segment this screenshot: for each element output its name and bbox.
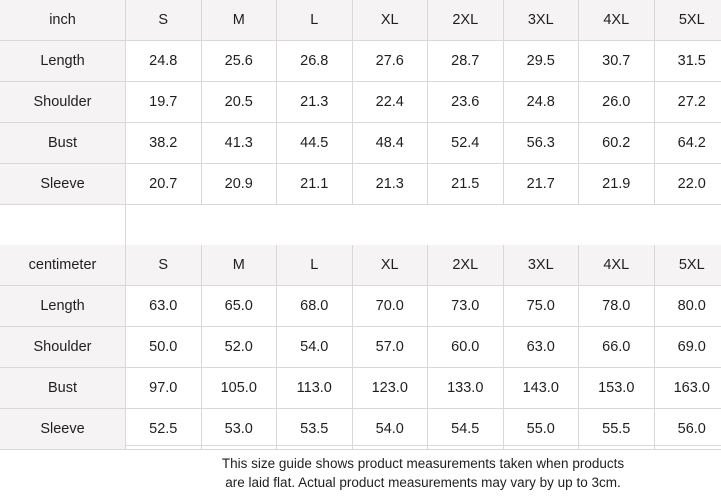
table-cell: 20.7 — [126, 164, 202, 205]
spacer-cell — [0, 205, 126, 246]
table-cell: 52.0 — [201, 327, 277, 368]
note-line-2: are laid flat. Actual product measurements may vary by up to 3cm. — [225, 475, 621, 490]
table-cell: 25.6 — [201, 41, 277, 82]
column-header: S — [126, 245, 202, 286]
table-cell: 24.8 — [126, 41, 202, 82]
table-cell: 163.0 — [654, 368, 721, 409]
row-label: Length — [0, 286, 126, 327]
table-cell: 97.0 — [126, 368, 202, 409]
size-guide-note — [125, 445, 721, 492]
table-row — [0, 327, 721, 368]
table-cell: 53.5 — [277, 409, 353, 450]
table-cell: 52.4 — [428, 123, 504, 164]
size-table-centimeter — [0, 245, 721, 450]
column-header: 4XL — [579, 0, 655, 41]
table-row — [0, 286, 721, 327]
row-label: Length — [0, 41, 126, 82]
column-header: 2XL — [428, 0, 504, 41]
column-header: M — [201, 0, 277, 41]
table-cell: 22.0 — [654, 164, 721, 205]
table-cell: 22.4 — [352, 82, 428, 123]
table-row — [0, 368, 721, 409]
table-cell: 20.9 — [201, 164, 277, 205]
table-cell: 19.7 — [126, 82, 202, 123]
table-cell: 55.5 — [579, 409, 655, 450]
table-cell: 44.5 — [277, 123, 353, 164]
table-cell: 21.3 — [352, 164, 428, 205]
row-label: Shoulder — [0, 82, 126, 123]
table-cell: 64.2 — [654, 123, 721, 164]
table-cell: 56.3 — [503, 123, 579, 164]
table-cell: 20.5 — [201, 82, 277, 123]
table-cell: 153.0 — [579, 368, 655, 409]
size-table-inch — [0, 0, 721, 245]
row-label: Sleeve — [0, 164, 126, 205]
table-cell: 54.5 — [428, 409, 504, 450]
table-cell: 21.9 — [579, 164, 655, 205]
table-cell: 70.0 — [352, 286, 428, 327]
table-cell: 105.0 — [201, 368, 277, 409]
column-header: M — [201, 245, 277, 286]
table-cell: 48.4 — [352, 123, 428, 164]
table-spacer-row — [0, 205, 721, 246]
column-header: 3XL — [503, 245, 579, 286]
table-cell: 31.5 — [654, 41, 721, 82]
table-cell: 27.2 — [654, 82, 721, 123]
table-cell: 27.6 — [352, 41, 428, 82]
table-row — [0, 123, 721, 164]
table-cell: 60.0 — [428, 327, 504, 368]
column-header: 5XL — [654, 0, 721, 41]
column-header: L — [277, 245, 353, 286]
spacer-cell — [126, 205, 721, 246]
table-cell: 28.7 — [428, 41, 504, 82]
unit-label-inch: inch — [0, 0, 126, 41]
table-cell: 26.8 — [277, 41, 353, 82]
table-cell: 143.0 — [503, 368, 579, 409]
table-cell: 21.1 — [277, 164, 353, 205]
table-cell: 63.0 — [503, 327, 579, 368]
table-cell: 66.0 — [579, 327, 655, 368]
table-cell: 113.0 — [277, 368, 353, 409]
table-row — [0, 409, 721, 450]
table-row — [0, 41, 721, 82]
table-cell: 29.5 — [503, 41, 579, 82]
note-line-1: This size guide shows product measurements taken when products — [221, 456, 625, 471]
table-cell: 54.0 — [277, 327, 353, 368]
table-cell: 63.0 — [126, 286, 202, 327]
table-cell: 23.6 — [428, 82, 504, 123]
table-cell: 52.5 — [126, 409, 202, 450]
table-cell: 123.0 — [352, 368, 428, 409]
column-header: S — [126, 0, 202, 41]
table-cell: 75.0 — [503, 286, 579, 327]
table-row — [0, 164, 721, 205]
column-header: 4XL — [579, 245, 655, 286]
column-header: XL — [352, 245, 428, 286]
column-header: 2XL — [428, 245, 504, 286]
table-cell: 80.0 — [654, 286, 721, 327]
table-cell: 21.3 — [277, 82, 353, 123]
table-cell: 26.0 — [579, 82, 655, 123]
table-cell: 38.2 — [126, 123, 202, 164]
table-cell: 24.8 — [503, 82, 579, 123]
table-cell: 50.0 — [126, 327, 202, 368]
column-header: L — [277, 0, 353, 41]
table-cell: 65.0 — [201, 286, 277, 327]
table-cell: 30.7 — [579, 41, 655, 82]
column-header: XL — [352, 0, 428, 41]
table-cell: 133.0 — [428, 368, 504, 409]
column-header: 3XL — [503, 0, 579, 41]
row-label: Bust — [0, 123, 126, 164]
table-cell: 73.0 — [428, 286, 504, 327]
table-cell: 55.0 — [503, 409, 579, 450]
table-header-row — [0, 0, 721, 41]
table-cell: 54.0 — [352, 409, 428, 450]
row-label: Shoulder — [0, 327, 126, 368]
table-cell: 56.0 — [654, 409, 721, 450]
table-cell: 41.3 — [201, 123, 277, 164]
table-cell: 21.5 — [428, 164, 504, 205]
table-row — [0, 82, 721, 123]
table-header-row — [0, 245, 721, 286]
row-label: Sleeve — [0, 409, 126, 450]
table-cell: 69.0 — [654, 327, 721, 368]
unit-label-centimeter: centimeter — [0, 245, 126, 286]
table-cell: 57.0 — [352, 327, 428, 368]
table-cell: 60.2 — [579, 123, 655, 164]
table-cell: 21.7 — [503, 164, 579, 205]
table-cell: 53.0 — [201, 409, 277, 450]
column-header: 5XL — [654, 245, 721, 286]
table-cell: 68.0 — [277, 286, 353, 327]
table-cell: 78.0 — [579, 286, 655, 327]
row-label: Bust — [0, 368, 126, 409]
